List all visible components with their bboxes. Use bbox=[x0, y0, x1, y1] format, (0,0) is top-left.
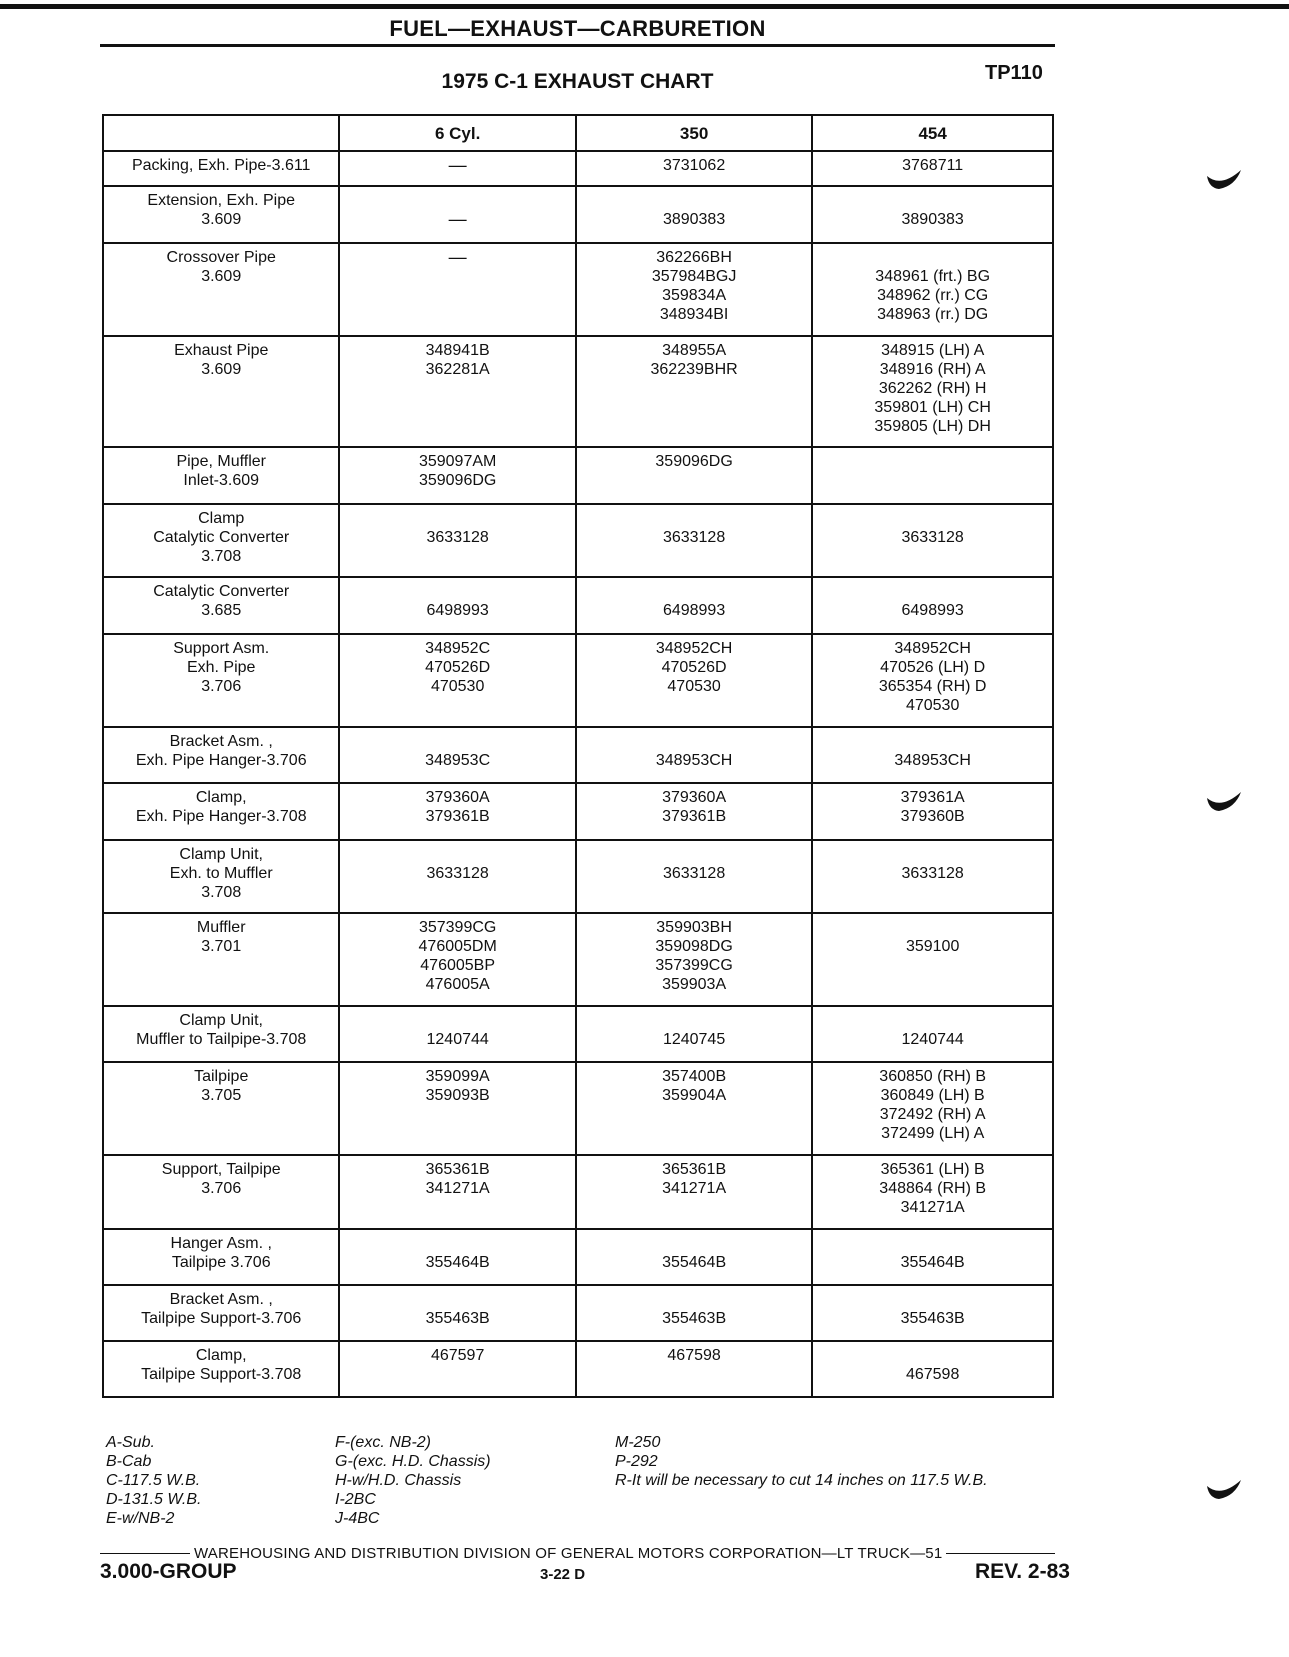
value-350: 6498993 bbox=[576, 577, 812, 634]
section-title: FUEL—EXHAUST—CARBURETION bbox=[389, 16, 766, 41]
legend-item: G-(exc. H.D. Chassis) bbox=[335, 1453, 491, 1470]
column-header-454: 454 bbox=[812, 115, 1053, 151]
value-454: 467598 bbox=[812, 1341, 1053, 1397]
chart-code: TP110 bbox=[985, 62, 1043, 84]
table-row bbox=[103, 1341, 1053, 1397]
value-6-cyl: 6498993 bbox=[339, 577, 575, 634]
value-6-cyl: 3633128 bbox=[339, 840, 575, 913]
legend-item: F-(exc. NB-2) bbox=[335, 1434, 431, 1451]
value-454: 360850 (RH) B 360849 (LH) B 372492 (RH) A 372499 (LH) A bbox=[812, 1062, 1053, 1155]
table-body bbox=[103, 151, 1053, 1397]
value-6-cyl: 348941B 362281A bbox=[339, 336, 575, 447]
legend-item: B-Cab bbox=[106, 1453, 152, 1470]
table-row bbox=[103, 186, 1053, 243]
part-description: Support, Tailpipe 3.706 bbox=[103, 1155, 339, 1229]
table-row bbox=[103, 727, 1053, 783]
table-row bbox=[103, 504, 1053, 577]
legend-item: A-Sub. bbox=[106, 1434, 155, 1451]
value-350: 359096DG bbox=[576, 447, 812, 504]
value-350: 3633128 bbox=[576, 840, 812, 913]
table-row bbox=[103, 634, 1053, 727]
part-description: Packing, Exh. Pipe-3.611 bbox=[103, 151, 339, 186]
value-6-cyl: — bbox=[339, 151, 575, 186]
value-454: 365361 (LH) B 348864 (RH) B 341271A bbox=[812, 1155, 1053, 1229]
legend-item: P-292 bbox=[615, 1453, 658, 1470]
legend-item: C-117.5 W.B. bbox=[106, 1472, 201, 1489]
legend-item: J-4BC bbox=[335, 1510, 380, 1527]
exhaust-chart-table bbox=[102, 114, 1054, 1398]
legend-item: M-250 bbox=[615, 1434, 661, 1451]
legend-item: I-2BC bbox=[335, 1491, 376, 1508]
value-454: 355463B bbox=[812, 1285, 1053, 1341]
part-description: Pipe, Muffler Inlet-3.609 bbox=[103, 447, 339, 504]
part-description: Muffler 3.701 bbox=[103, 913, 339, 1006]
table-row bbox=[103, 243, 1053, 336]
value-454: 6498993 bbox=[812, 577, 1053, 634]
table-row bbox=[103, 336, 1053, 447]
value-6-cyl: 357399CG 476005DM 476005BP 476005A bbox=[339, 913, 575, 1006]
part-description: Clamp, Exh. Pipe Hanger-3.708 bbox=[103, 783, 339, 840]
value-350: 467598 bbox=[576, 1341, 812, 1397]
part-description: Bracket Asm. , Exh. Pipe Hanger-3.706 bbox=[103, 727, 339, 783]
value-6-cyl: 467597 bbox=[339, 1341, 575, 1397]
chart-title: 1975 C-1 EXHAUST CHART bbox=[441, 70, 714, 93]
table-row bbox=[103, 783, 1053, 840]
column-header-6-cyl: 6 Cyl. bbox=[339, 115, 575, 151]
part-description: Exhaust Pipe 3.609 bbox=[103, 336, 339, 447]
value-454: 3633128 bbox=[812, 504, 1053, 577]
part-description: Clamp Unit, Muffler to Tailpipe-3.708 bbox=[103, 1006, 339, 1062]
value-454: 348953CH bbox=[812, 727, 1053, 783]
value-6-cyl: 3633128 bbox=[339, 504, 575, 577]
part-description: Hanger Asm. , Tailpipe 3.706 bbox=[103, 1229, 339, 1285]
part-description: Tailpipe 3.705 bbox=[103, 1062, 339, 1155]
part-description: Bracket Asm. , Tailpipe Support-3.706 bbox=[103, 1285, 339, 1341]
binder-punch-mark bbox=[1205, 790, 1243, 812]
value-6-cyl: 355463B bbox=[339, 1285, 575, 1341]
footer-credit-text: WAREHOUSING AND DISTRIBUTION DIVISION OF GENERAL MOTORS CORPORATION—LT TRUCK—51 bbox=[194, 1545, 943, 1562]
value-350: 357400B 359904A bbox=[576, 1062, 812, 1155]
value-6-cyl: 359099A 359093B bbox=[339, 1062, 575, 1155]
value-6-cyl: 1240744 bbox=[339, 1006, 575, 1062]
table-row bbox=[103, 913, 1053, 1006]
top-rule bbox=[0, 4, 1289, 9]
value-350: 348952CH 470526D 470530 bbox=[576, 634, 812, 727]
legend-column-1 bbox=[106, 1433, 201, 1528]
part-description: Catalytic Converter 3.685 bbox=[103, 577, 339, 634]
value-350: 359903BH 359098DG 357399CG 359903A bbox=[576, 913, 812, 1006]
table-header-row bbox=[103, 115, 1053, 151]
part-description: Clamp Catalytic Converter 3.708 bbox=[103, 504, 339, 577]
value-350: 3890383 bbox=[576, 186, 812, 243]
value-454: 3890383 bbox=[812, 186, 1053, 243]
value-454: 348915 (LH) A 348916 (RH) A 362262 (RH) H 359801 (LH) CH 359805 (LH) DH bbox=[812, 336, 1053, 447]
value-454: 3633128 bbox=[812, 840, 1053, 913]
value-6-cyl: — bbox=[339, 243, 575, 336]
table-row bbox=[103, 1062, 1053, 1155]
value-6-cyl: 359097AM 359096DG bbox=[339, 447, 575, 504]
table-row bbox=[103, 1155, 1053, 1229]
table-row bbox=[103, 151, 1053, 186]
table-row bbox=[103, 840, 1053, 913]
binder-punch-mark bbox=[1205, 1478, 1243, 1500]
footer-rule-right bbox=[946, 1553, 1055, 1554]
value-454: 379361A 379360B bbox=[812, 783, 1053, 840]
legend-column-2 bbox=[335, 1433, 491, 1528]
table-row bbox=[103, 1229, 1053, 1285]
footer-rule-left bbox=[100, 1553, 190, 1554]
value-6-cyl: 348952C 470526D 470530 bbox=[339, 634, 575, 727]
section-rule bbox=[100, 44, 1055, 47]
value-350: 355464B bbox=[576, 1229, 812, 1285]
value-350: 355463B bbox=[576, 1285, 812, 1341]
value-350: 1240745 bbox=[576, 1006, 812, 1062]
value-6-cyl: 355464B bbox=[339, 1229, 575, 1285]
part-description: Support Asm. Exh. Pipe 3.706 bbox=[103, 634, 339, 727]
table-row bbox=[103, 447, 1053, 504]
value-454: 1240744 bbox=[812, 1006, 1053, 1062]
value-6-cyl: — bbox=[339, 186, 575, 243]
legend-item: H-w/H.D. Chassis bbox=[335, 1472, 462, 1489]
value-350: 3633128 bbox=[576, 504, 812, 577]
column-header-description bbox=[103, 115, 339, 151]
legend-item: R-It will be necessary to cut 14 inches on 117.5 W.B. bbox=[615, 1472, 988, 1489]
value-454: 348961 (frt.) BG 348962 (rr.) CG 348963 (rr.) DG bbox=[812, 243, 1053, 336]
footer-revision: REV. 2-83 bbox=[975, 1560, 1070, 1583]
footer-page-number: 3-22 D bbox=[540, 1566, 586, 1583]
legend-column-3 bbox=[615, 1433, 988, 1490]
binder-punch-mark bbox=[1205, 168, 1243, 190]
part-description: Clamp Unit, Exh. to Muffler 3.708 bbox=[103, 840, 339, 913]
value-6-cyl: 348953C bbox=[339, 727, 575, 783]
value-454 bbox=[812, 447, 1053, 504]
value-350: 348955A 362239BHR bbox=[576, 336, 812, 447]
value-350: 365361B 341271A bbox=[576, 1155, 812, 1229]
legend-item: D-131.5 W.B. bbox=[106, 1491, 202, 1508]
value-6-cyl: 379360A 379361B bbox=[339, 783, 575, 840]
value-454: 3768711 bbox=[812, 151, 1053, 186]
value-350: 379360A 379361B bbox=[576, 783, 812, 840]
part-description: Clamp, Tailpipe Support-3.708 bbox=[103, 1341, 339, 1397]
value-350: 3731062 bbox=[576, 151, 812, 186]
part-description: Crossover Pipe 3.609 bbox=[103, 243, 339, 336]
value-350: 362266BH 357984BGJ 359834A 348934BI bbox=[576, 243, 812, 336]
value-454: 348952CH 470526 (LH) D 365354 (RH) D 470530 bbox=[812, 634, 1053, 727]
footer-credit bbox=[100, 1545, 1055, 1562]
legend-item: E-w/NB-2 bbox=[106, 1510, 175, 1527]
part-description: Extension, Exh. Pipe 3.609 bbox=[103, 186, 339, 243]
value-350: 348953CH bbox=[576, 727, 812, 783]
value-454: 359100 bbox=[812, 913, 1053, 1006]
column-header-350: 350 bbox=[576, 115, 812, 151]
value-6-cyl: 365361B 341271A bbox=[339, 1155, 575, 1229]
value-454: 355464B bbox=[812, 1229, 1053, 1285]
table-row bbox=[103, 1285, 1053, 1341]
footer-group: 3.000-GROUP bbox=[100, 1560, 237, 1583]
table-row bbox=[103, 1006, 1053, 1062]
table-row bbox=[103, 577, 1053, 634]
